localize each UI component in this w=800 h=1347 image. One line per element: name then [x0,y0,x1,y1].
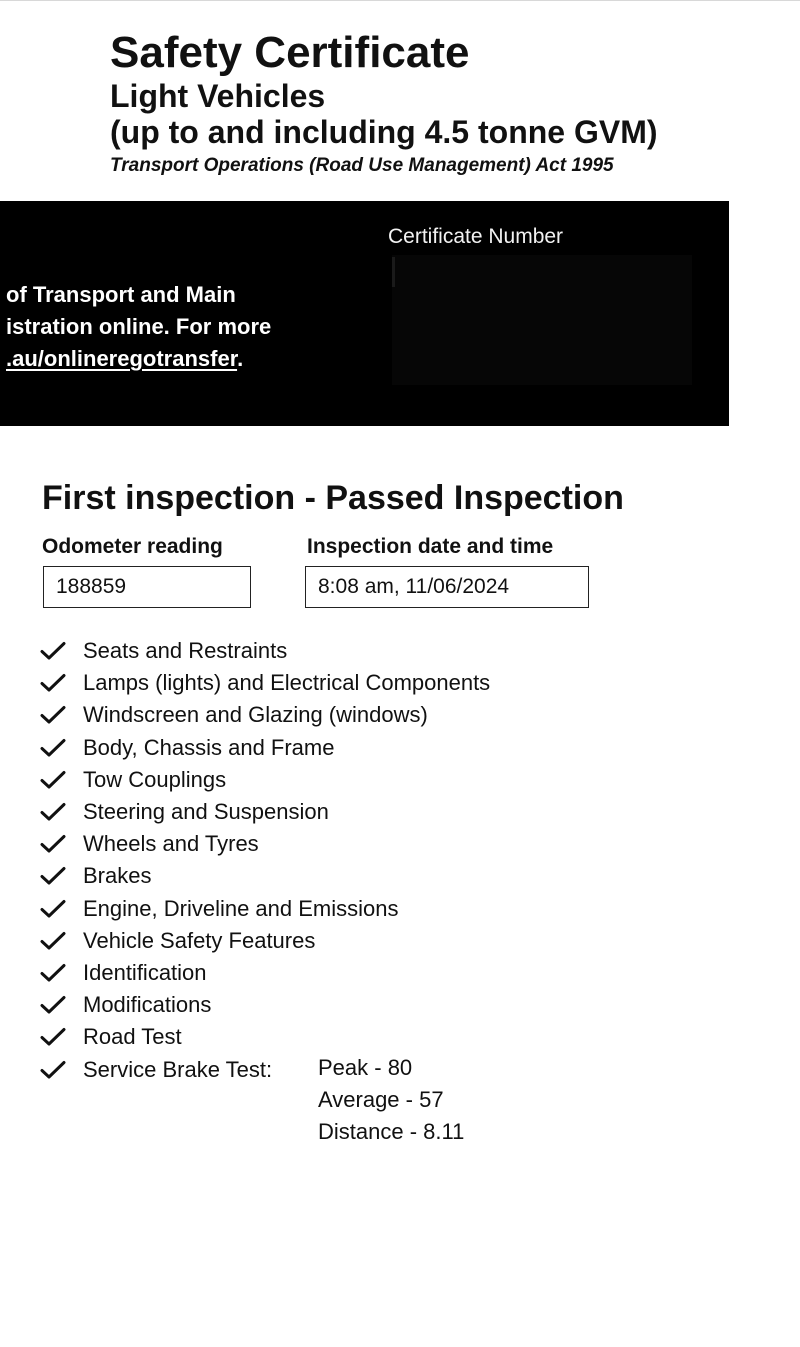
brake-distance: Distance - 8.11 [318,1119,465,1145]
checkmark-icon [40,673,66,693]
checklist-item-label: Service Brake Test: [83,1056,273,1082]
checkmark-icon [40,641,66,661]
checklist-item-label: Body, Chassis and Frame [83,734,335,760]
odometer-value: 188859 [56,575,127,598]
checklist-item-label: Vehicle Safety Features [83,927,316,953]
service-brake-results [318,1052,464,1149]
notice-line-1: of Transport and Main [6,282,236,307]
certificate-number-label: Certificate Number [388,225,564,248]
inspection-datetime-label: Inspection date and time [307,535,554,558]
checklist-item [40,667,490,699]
checklist-item [40,635,490,667]
checklist-item [40,957,490,989]
legislation-reference: Transport Operations (Road Use Management) Act 1995 [110,155,614,176]
vehicle-class: Light Vehicles [110,78,326,114]
checklist-item-label: Tow Couplings [83,766,227,792]
checkmark-icon [40,963,66,983]
inspection-checklist [40,635,490,1086]
notice-line-2: istration online. For more [6,314,272,339]
checkmark-icon [40,738,66,758]
page-title: Safety Certificate [110,28,470,77]
checklist-item [40,828,490,860]
checklist-item-label: Engine, Driveline and Emissions [83,895,399,921]
checkmark-icon [40,1027,66,1047]
checklist-item-label: Road Test [83,1024,182,1050]
checklist-item-label: Lamps (lights) and Electrical Components [83,670,491,696]
checkmark-icon [40,1060,66,1080]
brake-average: Average - 57 [318,1087,444,1113]
checkmark-icon [40,866,66,886]
checklist-item [40,925,490,957]
checklist-item-label: Modifications [83,992,212,1018]
odometer-field [43,566,251,608]
certificate-number-redacted [392,255,692,385]
checklist-item-label: Identification [83,959,207,985]
checklist-item-label: Wheels and Tyres [83,831,259,857]
checkmark-icon [40,802,66,822]
checkmark-icon [40,834,66,854]
checkmark-icon [40,770,66,790]
checklist-item [40,1021,490,1053]
inspection-datetime-field [305,566,589,608]
checkmark-icon [40,995,66,1015]
checklist-item [40,860,490,892]
checklist-item [40,764,490,796]
checkmark-icon [40,705,66,725]
checklist-item-label: Steering and Suspension [83,799,329,825]
checklist-item [40,732,490,764]
checklist-item [40,796,490,828]
certificate-header [110,28,658,180]
notice-link-suffix: . [237,346,244,371]
inspection-datetime-value: 8:08 am, 11/06/2024 [318,575,510,598]
top-divider [0,0,800,1]
notice-panel [0,201,729,426]
vehicle-weight-limit: (up to and including 4.5 tonne GVM) [110,114,658,150]
checklist-item-label: Seats and Restraints [83,638,288,664]
brake-peak: Peak - 80 [318,1055,413,1080]
checklist-item [40,699,490,731]
rego-transfer-link[interactable]: .au/onlineregotransfer [6,346,238,371]
inspection-heading: First inspection - Passed Inspection [42,479,624,517]
transfer-notice [6,279,271,375]
checklist-item-label: Windscreen and Glazing (windows) [83,702,428,728]
checklist-item [40,989,490,1021]
checkmark-icon [40,931,66,951]
odometer-label: Odometer reading [42,535,223,558]
checklist-item [40,893,490,925]
checkmark-icon [40,899,66,919]
checklist-item-label: Brakes [83,863,152,889]
